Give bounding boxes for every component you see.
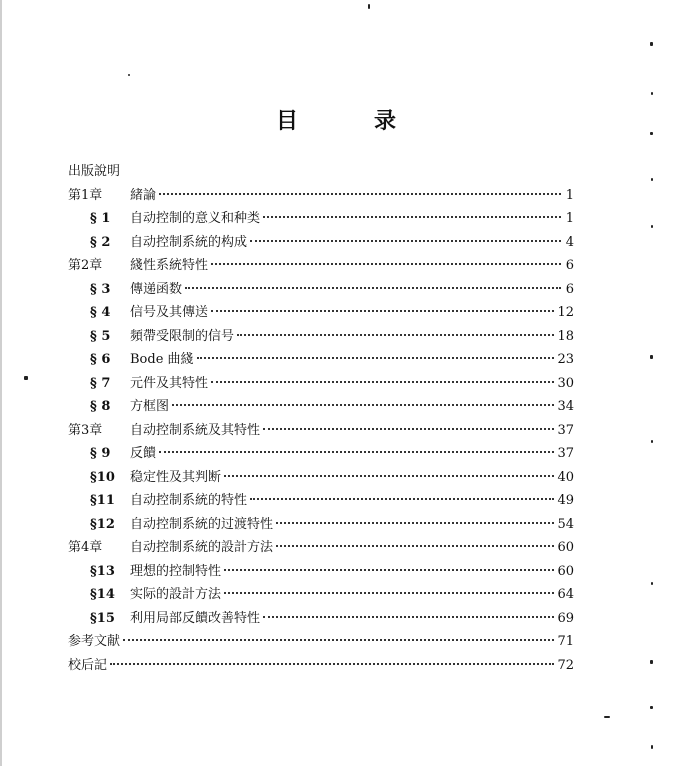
toc-entry-number: § 7 (90, 375, 111, 391)
table-of-contents (68, 160, 574, 677)
toc-entry-label: Bode 曲綫 (130, 352, 194, 367)
toc-entry-label: 自动控制系統的构成 (130, 234, 248, 250)
toc-entry-page: 54 (557, 516, 574, 532)
toc-entry-page: 18 (557, 328, 574, 344)
toc-entry-chapter (68, 184, 574, 208)
toc-entry-label: 实际的設計方法 (130, 587, 222, 602)
toc-entry-label: 理想的控制特性 (130, 563, 222, 579)
dot-leader (211, 263, 561, 265)
toc-entry-page: 40 (557, 469, 574, 485)
toc-entry-number: 第2章 (68, 258, 103, 273)
toc-entry-label: 緒論 (130, 187, 157, 203)
toc-entry-page: 37 (557, 422, 574, 438)
dot-leader (172, 404, 554, 406)
toc-entry-label: 傳递函数 (130, 281, 183, 297)
title-char-2: 录 (373, 108, 396, 134)
toc-entry-label: 自动控制系統的設計方法 (130, 540, 274, 555)
toc-entry-plain (68, 630, 574, 654)
dot-leader (276, 522, 554, 524)
toc-rows (68, 184, 574, 678)
dot-leader (211, 381, 554, 383)
toc-entry-number: § 5 (90, 328, 111, 344)
toc-entry-label: 信号及其傳送 (130, 305, 209, 320)
dot-leader (185, 287, 561, 289)
toc-entry-label: 反饋 (130, 446, 157, 461)
dot-leader (159, 193, 561, 195)
toc-entry-number: § 1 (90, 211, 111, 226)
dot-leader (197, 357, 555, 359)
toc-entry-section (68, 513, 574, 537)
toc-entry-page: 4 (565, 234, 574, 250)
toc-entry-page: 49 (557, 493, 574, 508)
dot-leader (110, 663, 554, 665)
toc-entry-number: §12 (90, 516, 115, 532)
dot-leader (224, 569, 554, 571)
toc-entry-page: 34 (557, 399, 574, 414)
toc-entry-section (68, 207, 574, 231)
toc-entry-page: 1 (565, 211, 574, 226)
toc-entry-number: § 4 (90, 305, 111, 320)
toc-entry-label: 頻帶受限制的信号 (130, 328, 235, 344)
toc-entry-section (68, 607, 574, 631)
toc-entry-label: 元件及其特性 (130, 375, 209, 391)
toc-entry-page: 60 (557, 563, 574, 579)
toc-entry-section (68, 395, 574, 419)
toc-entry-number: § 2 (90, 234, 111, 250)
dot-leader (159, 451, 554, 453)
toc-entry-number: §15 (90, 610, 115, 626)
toc-entry-number: §13 (90, 563, 115, 579)
toc-entry-section (68, 301, 574, 325)
toc-entry-section (68, 348, 574, 372)
toc-entry-section (68, 560, 574, 584)
toc-entry-label: 方框图 (130, 399, 170, 414)
toc-entry-number: § 3 (90, 281, 111, 297)
toc-entry-number: 第4章 (68, 540, 103, 555)
dot-leader (263, 616, 554, 618)
dot-leader (224, 592, 554, 594)
dot-leader (276, 545, 554, 547)
toc-preface: 出版說明 (68, 164, 121, 179)
toc-entry-label: 稳定性及其判断 (130, 469, 222, 485)
toc-entry-section (68, 466, 574, 490)
title-char-1: 目 (276, 108, 299, 134)
toc-entry-page: 60 (557, 540, 574, 555)
toc-entry-number: § 6 (90, 352, 111, 367)
toc-entry-section (68, 489, 574, 513)
toc-entry-label: 自动控制系統及其特性 (130, 422, 261, 438)
toc-entry-label: 綫性系統特性 (130, 258, 209, 273)
toc-entry-page: 30 (557, 375, 574, 391)
toc-entry-section (68, 372, 574, 396)
toc-entry-number: 第1章 (68, 187, 103, 203)
toc-entry-page: 69 (557, 610, 574, 626)
dot-leader (250, 498, 554, 500)
dot-leader (211, 310, 554, 312)
toc-entry-number: §11 (90, 493, 115, 508)
toc-entry-page: 1 (565, 187, 574, 203)
toc-entry-chapter (68, 536, 574, 560)
toc-entry-label: 利用局部反饋改善特性 (130, 610, 261, 626)
toc-entry-page: 71 (557, 634, 574, 649)
toc-entry-page: 6 (565, 281, 574, 297)
page-title (276, 104, 396, 135)
dot-leader (250, 240, 561, 242)
dot-leader (237, 334, 554, 336)
toc-entry-number: § 8 (90, 399, 111, 414)
toc-entry-plain (68, 654, 574, 678)
toc-entry-section (68, 325, 574, 349)
toc-entry-chapter (68, 419, 574, 443)
toc-entry-section (68, 442, 574, 466)
toc-entry-number: § 9 (90, 446, 111, 461)
toc-entry-number: §14 (90, 587, 115, 602)
toc-entry-label: 参考文献 (68, 634, 121, 649)
toc-entry-page: 37 (557, 446, 574, 461)
toc-entry-section (68, 583, 574, 607)
toc-entry-page: 64 (557, 587, 574, 602)
dot-leader (123, 639, 554, 641)
toc-entry-label: 自动控制系統的特性 (130, 493, 248, 508)
toc-entry-label: 自动控制系統的过渡特性 (130, 516, 274, 532)
toc-entry-page: 6 (565, 258, 574, 273)
toc-entry-chapter (68, 254, 574, 278)
dot-leader (263, 216, 561, 218)
toc-entry-section (68, 231, 574, 255)
dot-leader (263, 428, 554, 430)
toc-entry-label: 校后記 (68, 657, 108, 673)
toc-entry-number: 第3章 (68, 422, 103, 438)
toc-entry-number: §10 (90, 469, 115, 485)
toc-entry-page: 12 (557, 305, 574, 320)
scan-left-edge (0, 0, 2, 766)
toc-entry-section (68, 278, 574, 302)
toc-entry-label: 自动控制的意义和种类 (130, 211, 261, 226)
dot-leader (224, 475, 554, 477)
toc-entry-page: 72 (557, 657, 574, 673)
toc-entry-page: 23 (557, 352, 574, 367)
